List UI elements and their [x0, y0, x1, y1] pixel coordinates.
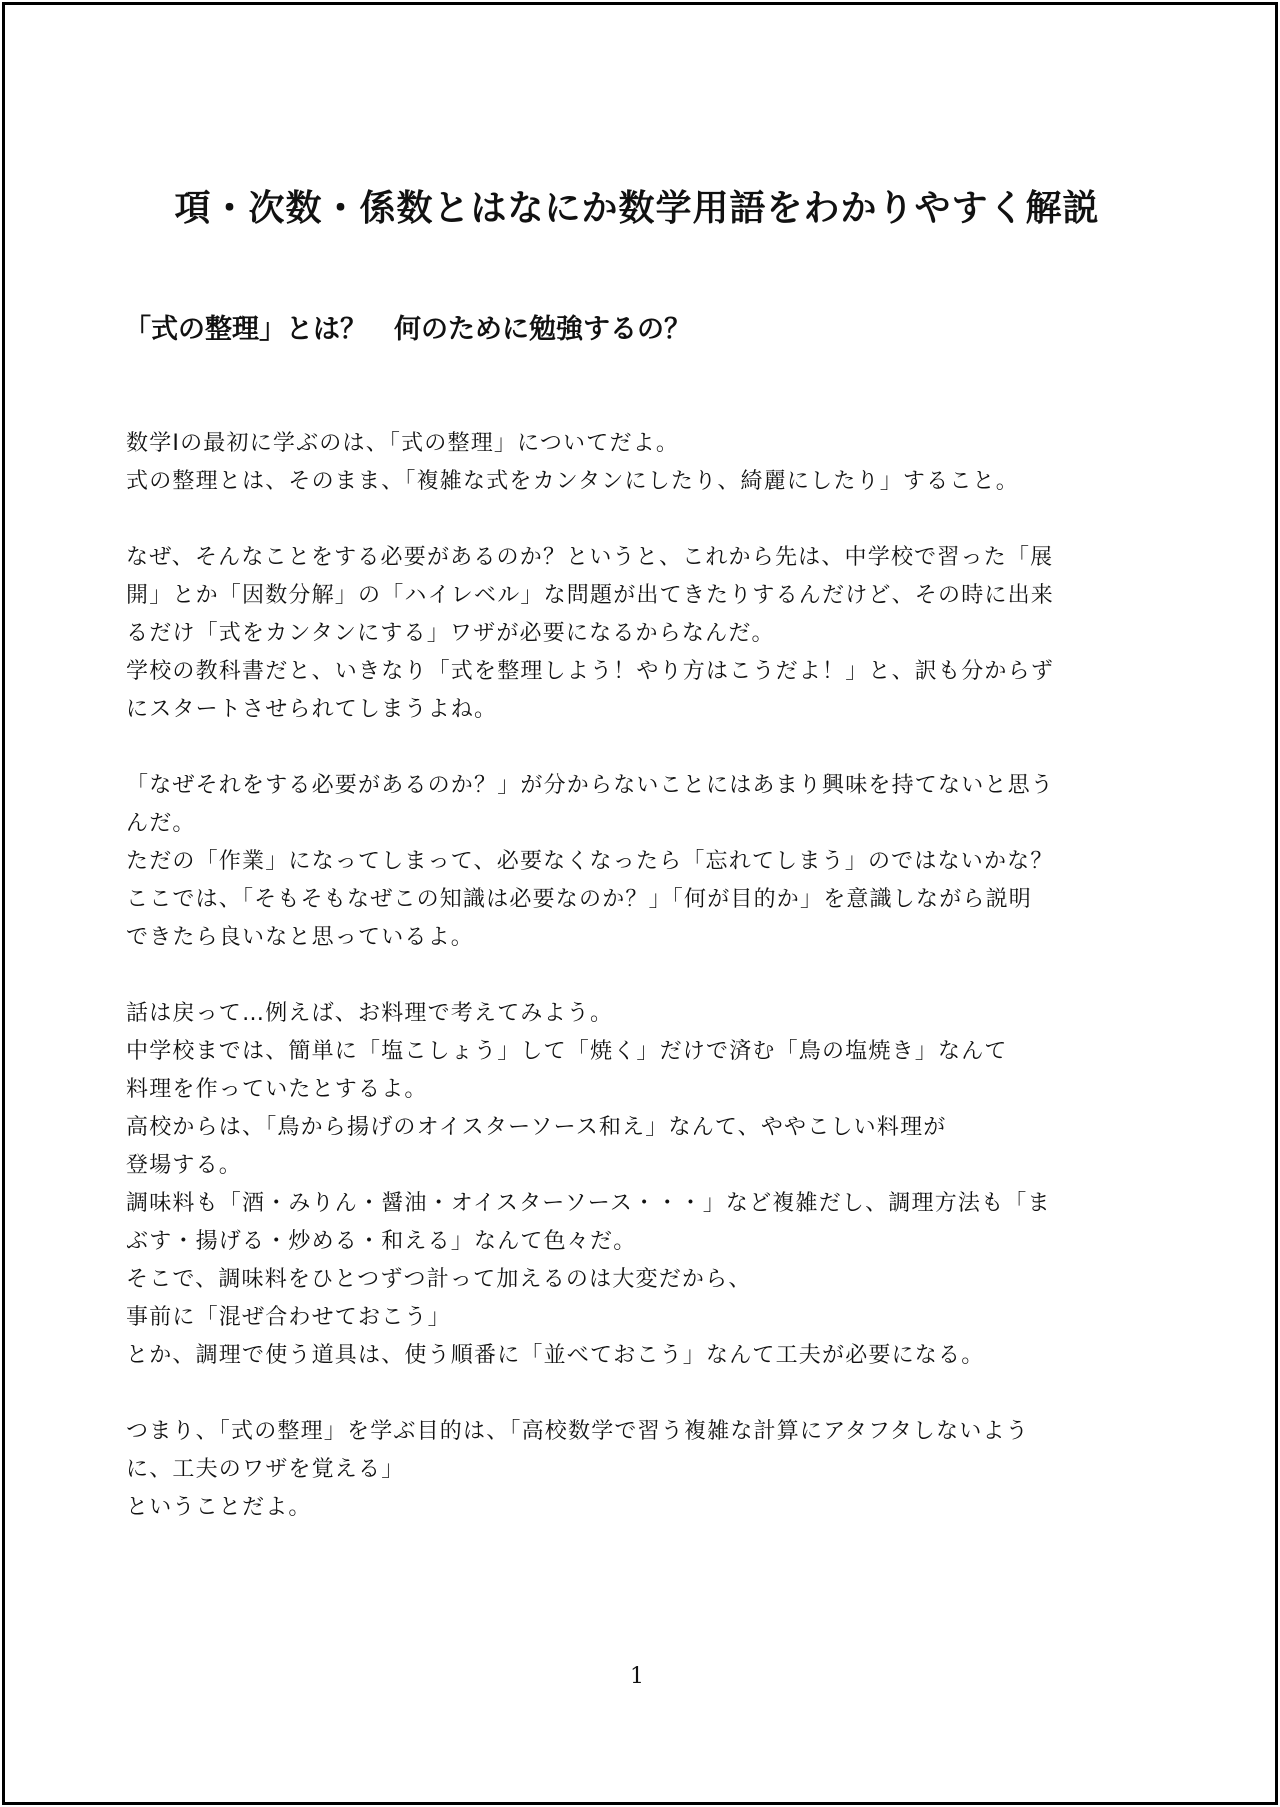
section-heading: 「式の整理」とは？ 何のために勉強するの？ — [124, 314, 691, 345]
text-line: 開」とか「因数分解」の「ハイレベル」な問題が出てきたりするんだけど、その時に出来 — [126, 583, 1055, 608]
text-line: ということだよ。 — [126, 1495, 312, 1520]
text-line: んだ。 — [126, 811, 196, 836]
document-title: 項・次数・係数とはなにか数学用語をわかりやすく解説 — [174, 188, 1100, 229]
text-line: 料理を作っていたとするよ。 — [126, 1077, 428, 1102]
paragraph-spacer — [126, 501, 1156, 539]
text-line: 高校からは、「鳥から揚げのオイスターソース和え」なんて、ややこしい料理が — [126, 1115, 947, 1140]
text-line: 登場する。 — [126, 1153, 243, 1178]
paragraph — [126, 539, 1156, 729]
text-line: 学校の教科書だと、いきなり「式を整理しよう！やり方はこうだよ！」と、訳も分からず — [126, 659, 1055, 684]
text-line: 数学Ⅰの最初に学ぶのは、「式の整理」についてだよ。 — [126, 431, 680, 456]
text-line: 話は戻って…例えば、お料理で考えてみよう。 — [126, 1001, 614, 1026]
text-line: ぶす・揚げる・炒める・和える」なんて色々だ。 — [126, 1229, 637, 1254]
text-line: つまり、「式の整理」を学ぶ目的は、「高校数学で習う複雑な計算にアタフタしないよう — [126, 1419, 1029, 1444]
paragraph — [126, 1413, 1156, 1527]
paragraph — [126, 767, 1156, 957]
text-line: そこで、調味料をひとつずつ計って加えるのは大変だから、 — [126, 1267, 752, 1292]
text-line: とか、調理で使う道具は、使う順番に「並べておこう」なんて工夫が必要になる。 — [126, 1343, 985, 1368]
paragraph-spacer — [126, 957, 1156, 995]
text-line: るだけ「式をカンタンにする」ワザが必要になるからなんだ。 — [126, 621, 775, 646]
paragraph-spacer — [126, 1375, 1156, 1413]
text-line: 中学校までは、簡単に「塩こしょう」して「焼く」だけで済む「鳥の塩焼き」なんて — [126, 1039, 1008, 1064]
paragraph — [126, 995, 1156, 1375]
paragraph-spacer — [126, 729, 1156, 767]
text-line: できたら良いなと思っているよ。 — [126, 925, 475, 950]
text-line: 式の整理とは、そのまま、「複雑な式をカンタンにしたり、綺麗にしたり」すること。 — [126, 469, 1019, 494]
text-line: なぜ、そんなことをする必要があるのか？というと、これから先は、中学校で習った「展 — [126, 545, 1054, 570]
body-text — [126, 425, 1156, 1527]
text-line: に、工夫のワザを覚える」 — [126, 1457, 405, 1482]
paragraph — [126, 425, 1156, 501]
text-line: にスタートさせられてしまうよね。 — [126, 697, 498, 722]
text-line: ただの「作業」になってしまって、必要なくなったら「忘れてしまう」のではないかな？ — [126, 849, 1054, 874]
text-line: 「なぜそれをする必要があるのか？」が分からないことにはあまり興味を持てないと思う — [126, 773, 1055, 798]
text-line: ここでは、「そもそもなぜこの知識は必要なのか？」「何が目的か」を意識しながら説明 — [126, 887, 1033, 912]
page-number: 1 — [630, 1664, 644, 1689]
text-line: 調味料も「酒・みりん・醤油・オイスターソース・・・」など複雑だし、調理方法も「ま — [126, 1191, 1051, 1216]
text-line: 事前に「混ぜ合わせておこう」 — [126, 1305, 451, 1330]
